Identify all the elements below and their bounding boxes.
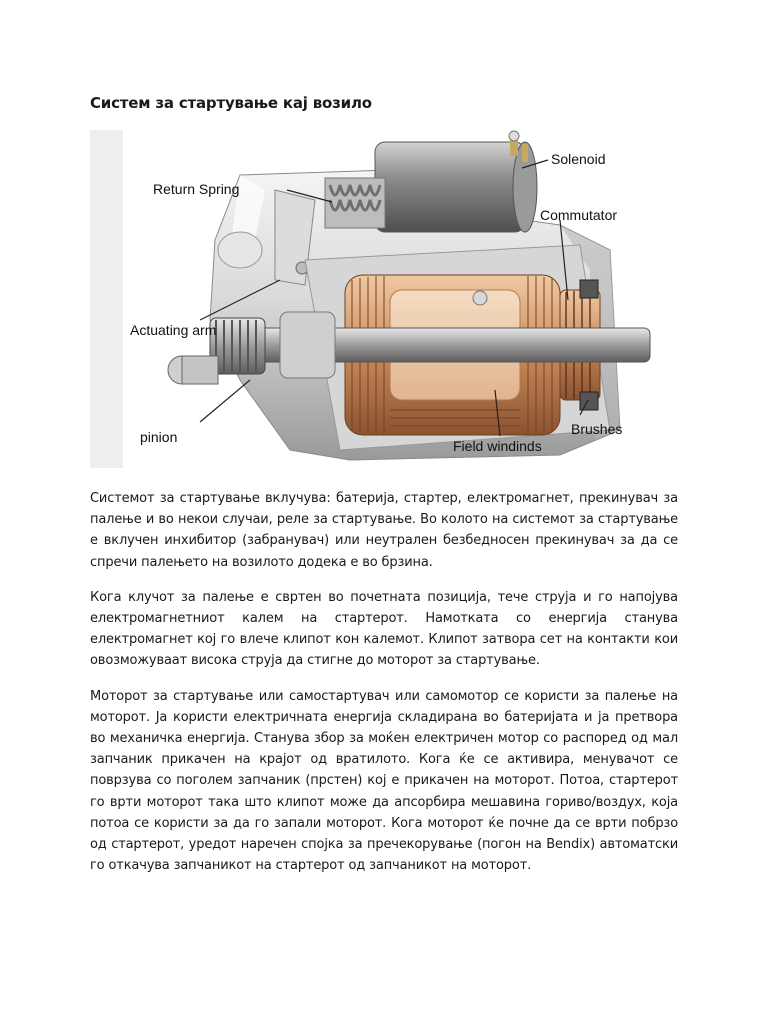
label-pinion: pinion — [140, 429, 178, 445]
paragraph-1: Системот за стартување вклучува: батерија, стартер, електромагнет, прекинувач за палење и во некои случаи, реле за стартување. Во колото на системот за стартување е вклучен инхибитор (забранувач) или неутрален безбедносен прекинувач за да се спречи палењето на возилото додека е во брзина. — [90, 491, 678, 570]
paragraph-3: Моторот за стартување или самостартувач или самомотор се користи за палење на моторот. Ја користи електричната енергија складирана во батеријата и ја претвора во механичка енергија. Станува збор за моќен електричен мотор со распоред од мал запчаник прикачен на крајот од вратилото. Кога ќе се активира, менувачот се поврзува со поголем запчаник (прстен) кој е прикачен на моторот. Потоа, стартерот го врти моторот така што клипот може да апсорбира мешавина гориво/воздух, која потоа се користи за да го запали моторот. Кога моторот ќе почне да се врти побрзо од стартерот, уредот наречен спојка за пречекорување (погон на Bendix) автоматски го откачува запчаникот на стартерот од запчаникот на моторот. — [90, 688, 678, 874]
label-solenoid: Solenoid — [551, 151, 606, 167]
label-brushes: Brushes — [571, 421, 623, 437]
starter-motor-figure — [90, 130, 676, 468]
label-commutator: Commutator — [540, 207, 618, 223]
starter-motor-illustration — [90, 130, 676, 468]
overrunning-clutch — [280, 312, 335, 378]
armature-shaft — [210, 328, 650, 362]
solenoid-body — [375, 131, 537, 232]
figure-side-strip — [90, 130, 123, 468]
label-actuating-arm: Actuating arm — [130, 322, 217, 338]
label-return-spring: Return Spring — [153, 181, 240, 197]
paragraph-2: Кога клучот за палење е свртен во почетната позиција, тече струја и го напојува електромагнетниот калем на стартерот. Намотката со енергија станува електромагнет кој го влече клипот кон калемот. Клипот затвора сет на контакти кои овозможуваат висока струја да стигне до моторот за стартување. — [90, 589, 678, 669]
return-spring — [325, 178, 385, 228]
label-field-windings: Field windinds — [453, 438, 542, 454]
document-title: Систем за стартување кај возило — [90, 94, 372, 112]
document-body — [90, 488, 678, 890]
